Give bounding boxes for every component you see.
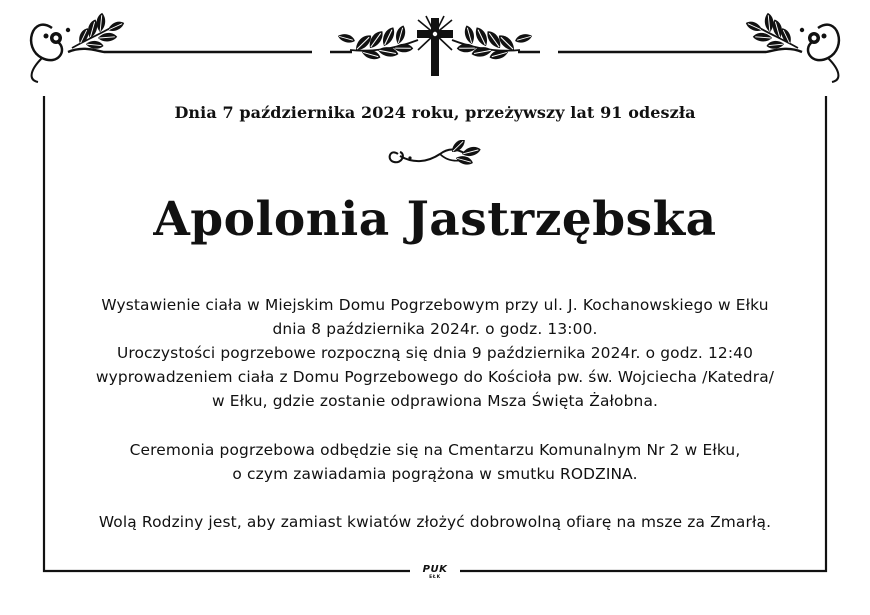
paragraph-line: Ceremonia pogrzebowa odbędzie się na Cmentarzu Komunalnym Nr 2 w Ełku, bbox=[129, 441, 741, 459]
paragraph-line: Wolą Rodziny jest, aby zamiast kwiatów złożyć dobrowolną ofiarę na msze za Zmarłą. bbox=[98, 513, 772, 531]
paragraph-line: dnia 8 października 2024r. o godz. 13:00. bbox=[272, 320, 598, 338]
death-date-heading: Dnia 7 października 2024 roku, przeżywszy lat 91 odeszła bbox=[174, 103, 696, 122]
paragraph-line: wyprowadzeniem ciała z Domu Pogrzebowego do Kościoła pw. św. Wojciecha /Katedra/ bbox=[95, 368, 775, 386]
logo-sub-text: EŁK bbox=[429, 575, 441, 580]
paragraph-line: o czym zawiadamia pogrążona w smutku RODZINA. bbox=[232, 465, 638, 483]
floral-corner-right-icon bbox=[558, 12, 839, 82]
logo-main-text: PUK bbox=[422, 564, 448, 575]
deceased-name: Apolonia Jastrzębska bbox=[153, 192, 717, 247]
paragraph-line: Wystawienie ciała w Miejskim Domu Pogrzebowym przy ul. J. Kochanowskiego w Ełku bbox=[101, 296, 769, 314]
paragraph-line: w Ełku, gdzie zostanie odprawiona Msza Święta Żałobna. bbox=[211, 392, 659, 410]
leaf-swirl-icon bbox=[384, 140, 486, 170]
paragraph-line: Uroczystości pogrzebowe rozpoczną się dnia 9 października 2024r. o godz. 12:40 bbox=[116, 344, 754, 362]
puk-logo bbox=[412, 564, 458, 586]
cross-with-laurel-icon bbox=[330, 16, 540, 76]
family-wish-paragraph bbox=[40, 510, 830, 534]
floral-corner-left-icon bbox=[31, 12, 312, 82]
viewing-and-mass-paragraph bbox=[40, 293, 830, 413]
burial-paragraph bbox=[40, 438, 830, 486]
